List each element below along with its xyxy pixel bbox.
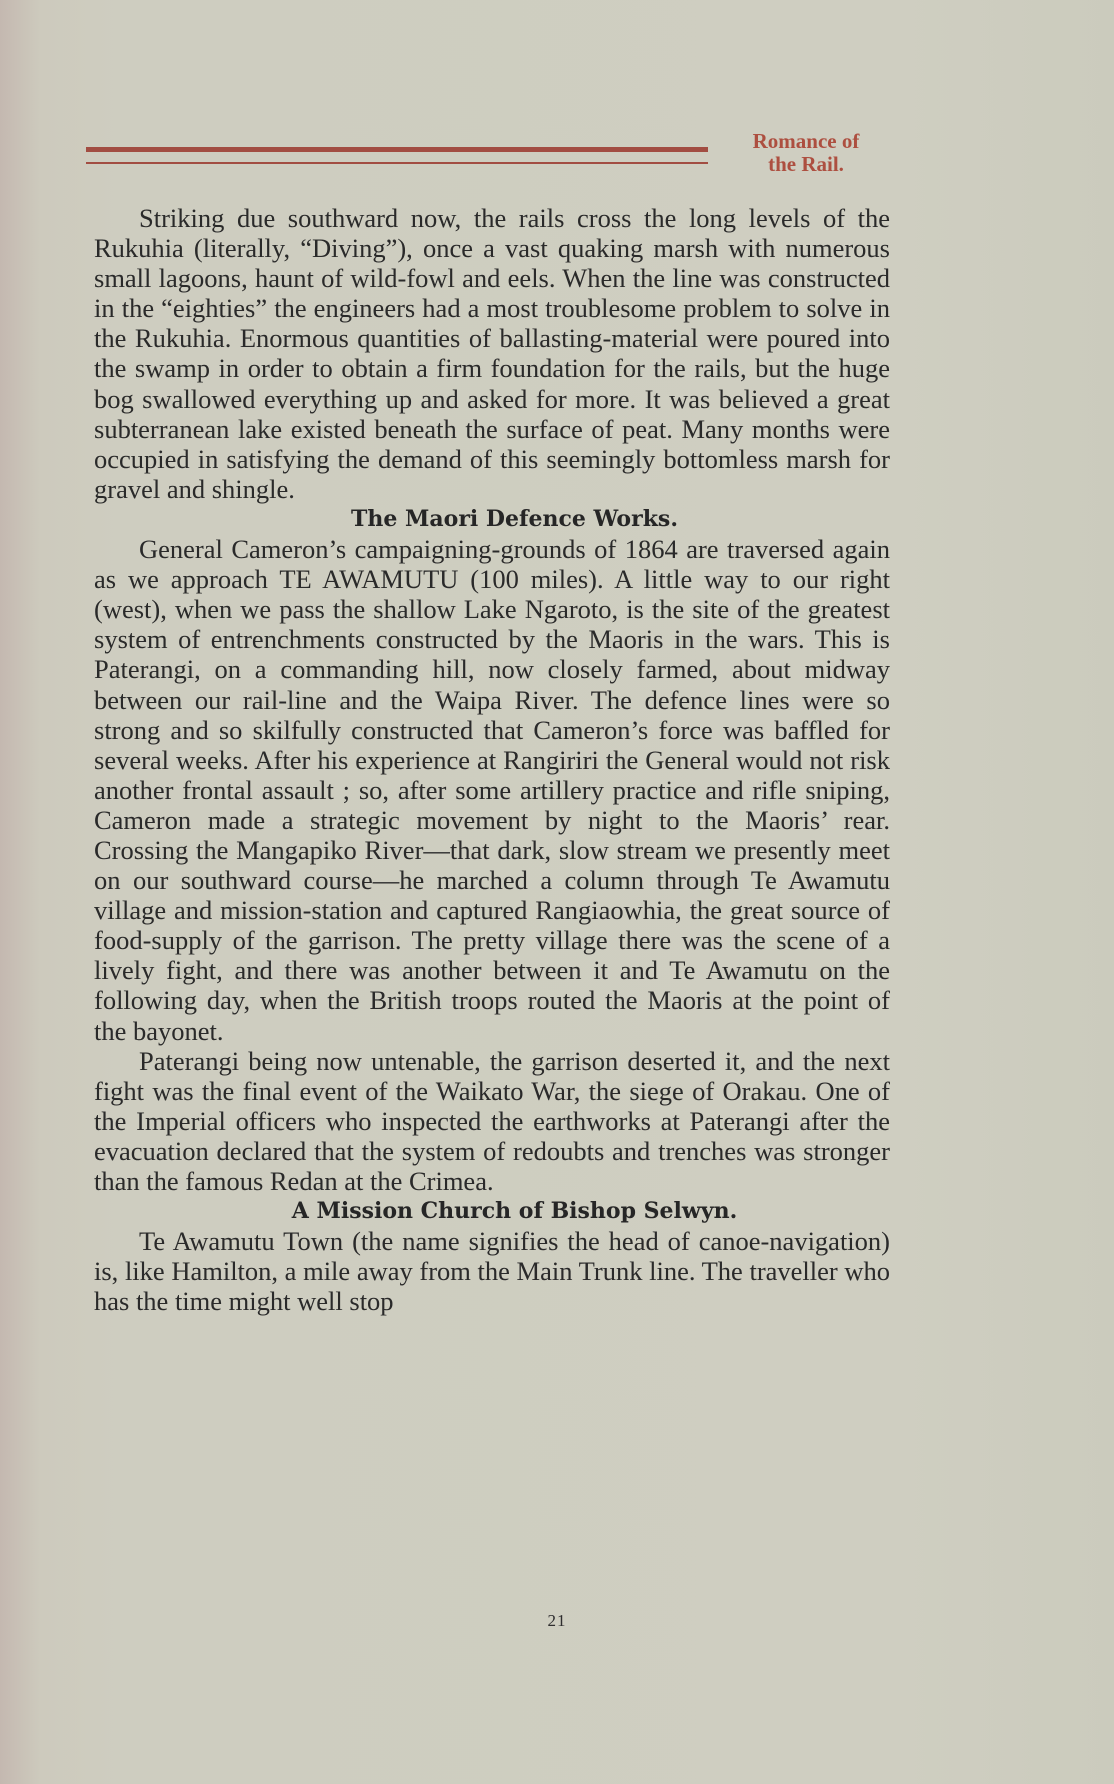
running-head xyxy=(86,130,878,180)
header-rule-thin xyxy=(86,162,708,164)
paragraph-rukuhia: Striking due southward now, the rails cross the long levels of the Rukuhia (literally, “Diving”), once a vast quaking marsh with numerous small lagoons, haunt of wild-fowl and eels. When the line was constructed in the “eighties” the engineers had a most troublesome problem to solve in the Rukuhia. Enormous quantities of ballasting-material were poured into the swamp in order to obtain a firm foundation for the rails, but the huge bog swallowed everything up and asked for more. It was believed a great subterranean lake existed beneath the surface of peat. Many months were occupied in satisfying the demand of this seemingly bottomless marsh for gravel and shingle. xyxy=(94,203,890,504)
section-heading-maori-defence-works: The Maori Defence Works. xyxy=(351,505,678,532)
page-number: 21 xyxy=(547,1611,567,1630)
paragraph-paterangi: Paterangi being now untenable, the garrison deserted it, and the next fight was the final event of the Waikato War, the siege of Orakau. One of the Imperial officers who inspected the earthworks at Paterangi after the evacuation declared that the system of redoubts and trenches was stronger than the famous Redan at the Crimea. xyxy=(94,1045,890,1196)
body-text xyxy=(94,203,890,1316)
paragraph-te-awamutu: Te Awamutu Town (the name signifies the head of canoe-navigation) is, like Hamilton, a mile away from the Main Trunk line. The traveller who has the time might well stop xyxy=(94,1226,890,1317)
running-head-line-1: Romance of xyxy=(752,129,860,153)
running-head-title xyxy=(736,130,876,176)
running-head-line-2: the Rail. xyxy=(768,152,844,176)
header-rule-thick xyxy=(86,147,708,152)
section-heading-mission-church: A Mission Church of Bishop Selwyn. xyxy=(291,1198,738,1225)
paragraph-cameron-campaign: General Cameron’s campaigning-grounds of 1864 are traversed again as we approach TE AWAMUTU (100 miles). A little way to our right (west), when we pass the shallow Lake Ngaroto, is the site of the greatest system of entrenchments constructed by the Maoris in the wars. This is Paterangi, on a commanding hill, now closely farmed, about midway between our rail-line and the Waipa River. The defence lines were so strong and so skilfully constructed that Cameron’s force was baffled for several weeks. After his experience at Rangiriri the General would not risk another frontal assault ; so, after some artillery practice and rifle sniping, Cameron made a strategic movement by night to the Maoris’ rear. Crossing the Mangapiko River—that dark, slow stream we presently meet on our southward course—he marched a column through Te Awamutu village and mission-station and captured Rangiaowhia, the great source of food-supply of the garrison. The pretty village there was the scene of a lively fight, and there was another between it and Te Awamutu on the following day, when the British troops routed the Maoris at the point of the bayonet. xyxy=(94,534,890,1046)
